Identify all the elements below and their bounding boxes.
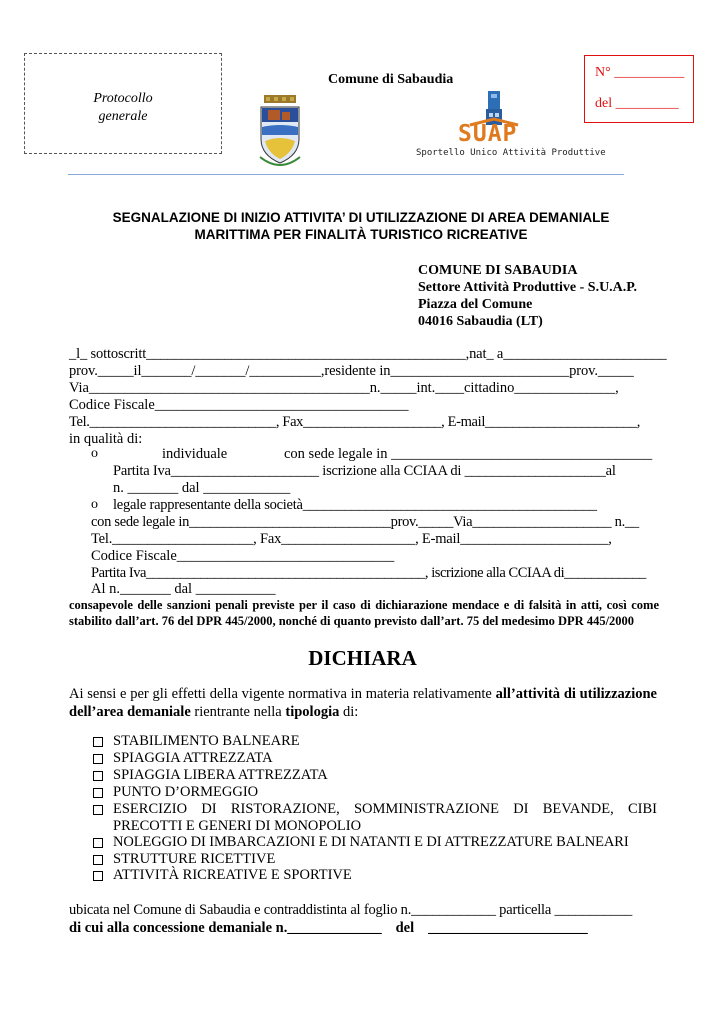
concession-label: di cui alla concessione demaniale n. (69, 920, 288, 936)
concession-number-field[interactable]: _____________ (287, 920, 382, 936)
option-company-fiscal-code[interactable]: Codice Fiscale______________________________ (91, 548, 395, 564)
checkbox-attivita-ricreative[interactable] (93, 871, 103, 881)
checkbox-ormeggio[interactable] (93, 788, 103, 798)
option-individual-label: individuale (162, 446, 228, 462)
protocol-box (24, 53, 222, 154)
address-line-3: Piazza del Comune (418, 297, 533, 312)
concession-line[interactable] (69, 920, 588, 937)
protocol-line-2: generale (98, 109, 148, 124)
checkbox-ristorazione[interactable] (93, 805, 103, 815)
checklist-item-6: NOLEGGIO DI IMBARCAZIONI E DI NATANTI E DI ATTREZZATURE BALNEARI (113, 834, 629, 850)
intro-text-3: di: (339, 704, 359, 720)
legal-warning: consapevole delle sanzioni penali previste per il caso di dichiarazione mendace e di falsità in atti, così come stabilito dall’art. 76 del DPR 445/2000, nonché di quanto previsto dall’art. 75 del medesimo DPR 445/2000 (69, 598, 659, 628)
intro-text-1: Ai sensi e per gli effetti della vigente normativa in materia relativamente (69, 686, 496, 702)
location-line[interactable]: ubicata nel Comune di Sabaudia e contraddistinta al foglio n.____________ particella ___________ (69, 902, 633, 918)
title-line-2: MARITTIMA PER FINALITÀ TURISTICO RICREATIVE (194, 227, 528, 242)
option-company-label[interactable]: legale rappresentante della società__________________________________________ (113, 497, 597, 513)
title-line-1: SEGNALAZIONE DI INIZIO ATTIVITA’ DI UTILIZZAZIONE DI AREA DEMANIALE (112, 210, 610, 225)
number-field-label: N° __________ (595, 65, 685, 80)
address-line-4: 04016 Sabaudia (LT) (418, 314, 543, 329)
checkbox-noleggio[interactable] (93, 838, 103, 848)
coat-of-arms-icon (258, 95, 302, 173)
concession-date-label: del (395, 920, 415, 936)
suap-subtitle: Sportello Unico Attività Produttive (416, 148, 606, 158)
checklist-item-8: ATTIVITÀ RICREATIVE E SPORTIVE (113, 867, 352, 883)
option-individual-radio[interactable]: o (91, 446, 98, 461)
form-line-name[interactable]: _l_ sottoscritt_____________________________________________,nat_ a_______________________ (69, 346, 667, 362)
registration-number-box (584, 55, 694, 123)
checklist-item-5: ESERCIZIO DI RISTORAZIONE, SOMMINISTRAZIONE DI BEVANDE, CIBI (113, 801, 657, 817)
checkbox-spiaggia-attrezzata[interactable] (93, 754, 103, 764)
checkbox-spiaggia-libera[interactable] (93, 771, 103, 781)
checklist-item-5-cont: PRECOTTI E GENERI DI MONOPOLIO (113, 818, 362, 834)
form-line-contacts[interactable]: Tel.___________________________, Fax____________________, E-mail______________________, (69, 414, 641, 430)
option-individual-registration[interactable]: n. _______ dal ____________ (113, 480, 291, 496)
form-line-fiscal-code[interactable]: Codice Fiscale___________________________________ (69, 397, 409, 413)
option-company-registration[interactable]: Al n._______ dal ___________ (91, 581, 276, 597)
checklist-item-2: SPIAGGIA ATTREZZATA (113, 750, 273, 766)
header-divider (68, 174, 624, 175)
document-title (70, 209, 652, 243)
form-line-address[interactable]: Via_______________________________________n._____int.____cittadino______________, (69, 380, 619, 396)
intro-bold-activity: all’attività di utilizzazione dell’area demaniale (69, 686, 657, 720)
declare-heading: DICHIARA (308, 646, 417, 670)
checkbox-stabilimento[interactable] (93, 737, 103, 747)
option-company-contacts[interactable]: Tel.____________________, Fax___________________, E-mail_____________________, (91, 531, 612, 547)
intro-bold-typology: tipologia (285, 704, 340, 720)
intro-text-2: rientrante nella (190, 704, 286, 720)
concession-date-field[interactable]: ______________________ (428, 920, 588, 936)
option-company-vat[interactable]: Partita Iva_________________________________________, iscrizione alla CCIAA di____________ (91, 565, 646, 581)
option-company-radio[interactable]: o (91, 497, 98, 512)
option-individual-seat[interactable]: con sede legale in ____________________________________ (284, 446, 653, 462)
suap-wordmark: SUAP (458, 121, 518, 147)
recipient-address (418, 262, 637, 330)
option-company-seat[interactable]: con sede legale in_____________________________prov._____Via____________________ n.__ (91, 514, 639, 530)
protocol-line-1: Protocollo (93, 91, 153, 106)
checkbox-strutture-ricettive[interactable] (93, 855, 103, 865)
checklist-item-7: STRUTTURE RICETTIVE (113, 851, 276, 867)
address-line-1: COMUNE DI SABAUDIA (418, 263, 578, 278)
date-field-label: del _________ (595, 96, 679, 111)
comune-title: Comune di Sabaudia (328, 72, 454, 87)
declaration-intro (69, 685, 657, 721)
option-individual-vat[interactable]: Partita Iva_____________________ iscrizione alla CCIAA di ____________________al (113, 463, 616, 479)
form-line-birth[interactable]: prov._____il_______/_______/__________,residente in_________________________prov._____ (69, 363, 634, 379)
address-line-2: Settore Attività Produttive - S.U.A.P. (418, 280, 638, 295)
checklist-item-4: PUNTO D’ORMEGGIO (113, 784, 259, 800)
checklist-item-1: STABILIMENTO BALNEARE (113, 733, 300, 749)
protocol-label (25, 90, 221, 126)
checklist-item-3: SPIAGGIA LIBERA ATTREZZATA (113, 767, 328, 783)
form-line-capacity: in qualità di: (69, 431, 143, 447)
